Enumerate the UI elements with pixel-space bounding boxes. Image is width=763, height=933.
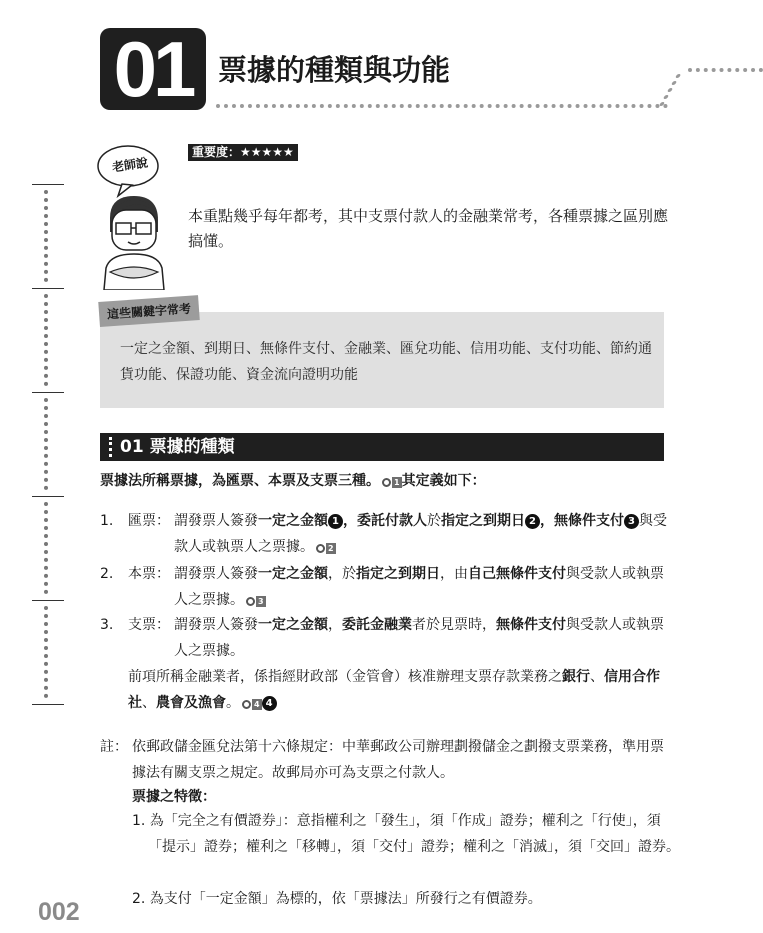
section-title: 01 票據的種類 [120, 437, 235, 457]
rail-dots [44, 606, 48, 698]
item-label: 本票： [128, 566, 170, 582]
search-tag-label: 3 [258, 596, 264, 606]
search-ref [242, 691, 262, 717]
rail-tick [32, 600, 64, 601]
keyword-text: 一定之金額、到期日、無條件支付、金融業、匯兌功能、信用功能、支付功能、節約通貨功能、保證功能、資金流向證明功能 [120, 341, 652, 383]
bank-note-bold: 銀行 [562, 669, 590, 685]
rail-tick [32, 704, 64, 705]
search-ref [382, 469, 402, 495]
bank-note-bold: 信用合作社 [128, 669, 660, 711]
bank-note [128, 664, 668, 717]
title-underline-dots [216, 104, 668, 108]
item-text: 謂發票人簽發 [174, 617, 258, 633]
magnifier-icon [242, 700, 251, 709]
note-point: 1. 為「完全之有價證券」：意指權利之「發生」，須「作成」證券；權利之「行使」，須「提示」證券；權利之「移轉」，須「交付」證券；權利之「消滅」，須「交回」證券。 [132, 813, 680, 855]
teacher-label: 老師說 [111, 155, 149, 175]
bank-note-text: 。 [226, 695, 240, 711]
bank-note-text: 、 [590, 669, 604, 685]
item-bold: 一定之金額 [258, 513, 328, 529]
rail-dots [44, 398, 48, 490]
item-text: 與受款人或執票人之票據。 [174, 566, 664, 608]
importance-label: 重要度： [192, 145, 241, 159]
item-body [174, 508, 668, 561]
item-text: 與受款人或執票人之票據。 [174, 617, 664, 659]
title-dots-riser [659, 74, 701, 106]
lead-sentence [100, 468, 670, 495]
note-point: 2. 為支付「一定金額」為標的，依「票據法」所發行之有價證券。 [132, 891, 542, 907]
search-tag-label: 2 [328, 543, 334, 553]
item-bold: ， [343, 513, 357, 529]
keyword-tag: 這些關鍵字常考 [98, 295, 200, 327]
item-text: ， [328, 617, 342, 633]
circled-number: 1 [328, 514, 343, 529]
item-body [174, 612, 668, 664]
section-header [100, 433, 664, 461]
rail-tick [32, 496, 64, 497]
item-bold: ， [540, 513, 554, 529]
circled-number: 2 [525, 514, 540, 529]
item-text: 與受款人或執票人之票據。 [174, 513, 667, 555]
item-bold: 一定之金額 [258, 617, 328, 633]
magnifier-icon [382, 478, 391, 487]
rail-tick [32, 184, 64, 185]
bank-note-text: 、 [142, 695, 156, 711]
item-number: 3. [100, 617, 114, 633]
rail-dots [44, 190, 48, 282]
magnifier-icon [246, 597, 255, 606]
search-ref [246, 588, 266, 614]
intro-text: 本重點幾乎每年都考，其中支票付款人的金融業常考，各種票據之區別應搞懂。 [188, 207, 669, 250]
item-bold: 委託付款人 [357, 513, 427, 529]
section-mark [109, 437, 112, 457]
item-bold: 指定之到期日 [441, 513, 525, 529]
rail-tick [32, 392, 64, 393]
rail-dots [44, 294, 48, 386]
rail-dots [44, 502, 48, 594]
circled-number: 4 [262, 696, 277, 711]
note-text: 依郵政儲金匯兌法第十六條規定：中華郵政公司辦理劃撥儲金之劃撥支票業務，準用票據法有關支票之規定。故郵局亦可為支票之付款人。 [132, 739, 664, 781]
lead-text: 票據法所稱票據，為匯票、本票及支票三種。 [100, 473, 380, 489]
item-bold: 一定之金額 [258, 566, 328, 582]
rail-tick [32, 288, 64, 289]
item-bold: 指定之到期日 [356, 566, 440, 582]
item-text: ，由 [440, 566, 468, 582]
magnifier-icon [316, 544, 325, 553]
circled-number: 3 [624, 514, 639, 529]
item-text: 者於見票時， [412, 617, 496, 633]
page-number: 002 [38, 898, 80, 926]
bank-note-bold: 農會及漁會 [156, 695, 226, 711]
chapter-title: 票據的種類與功能 [218, 53, 451, 87]
chapter-number: 01 [100, 28, 206, 110]
item-bold: 委託金融業 [342, 617, 412, 633]
item-bold: 無條件支付 [496, 617, 566, 633]
search-tag-label: 1 [394, 477, 400, 487]
item-bold: 無條件支付 [554, 513, 624, 529]
note-label: 註： [100, 739, 128, 755]
item-text: 謂發票人簽發 [174, 566, 258, 582]
item-number: 2. [100, 566, 114, 582]
item-text: 謂發票人簽發 [174, 513, 258, 529]
item-number: 1. [100, 513, 114, 529]
importance-badge [188, 144, 298, 161]
item-text: ，於 [328, 566, 356, 582]
teacher-illustration [96, 140, 176, 290]
title-dots-top [688, 68, 763, 72]
search-tag-label: 4 [254, 699, 260, 709]
importance-stars: ★★★★★ [240, 145, 294, 159]
item-bold: 自己無條件支付 [468, 566, 566, 582]
search-ref [316, 535, 336, 561]
item-body [174, 561, 668, 614]
item-label: 匯票： [128, 513, 170, 529]
note-subtitle: 票據之特徵： [132, 789, 216, 805]
lead-tail: 其定義如下： [401, 473, 486, 489]
bank-note-text: 前項所稱金融業者，係指經財政部（金管會）核准辦理支票存款業務之 [128, 669, 562, 685]
item-label: 支票： [128, 617, 170, 633]
item-text: 於 [427, 513, 441, 529]
